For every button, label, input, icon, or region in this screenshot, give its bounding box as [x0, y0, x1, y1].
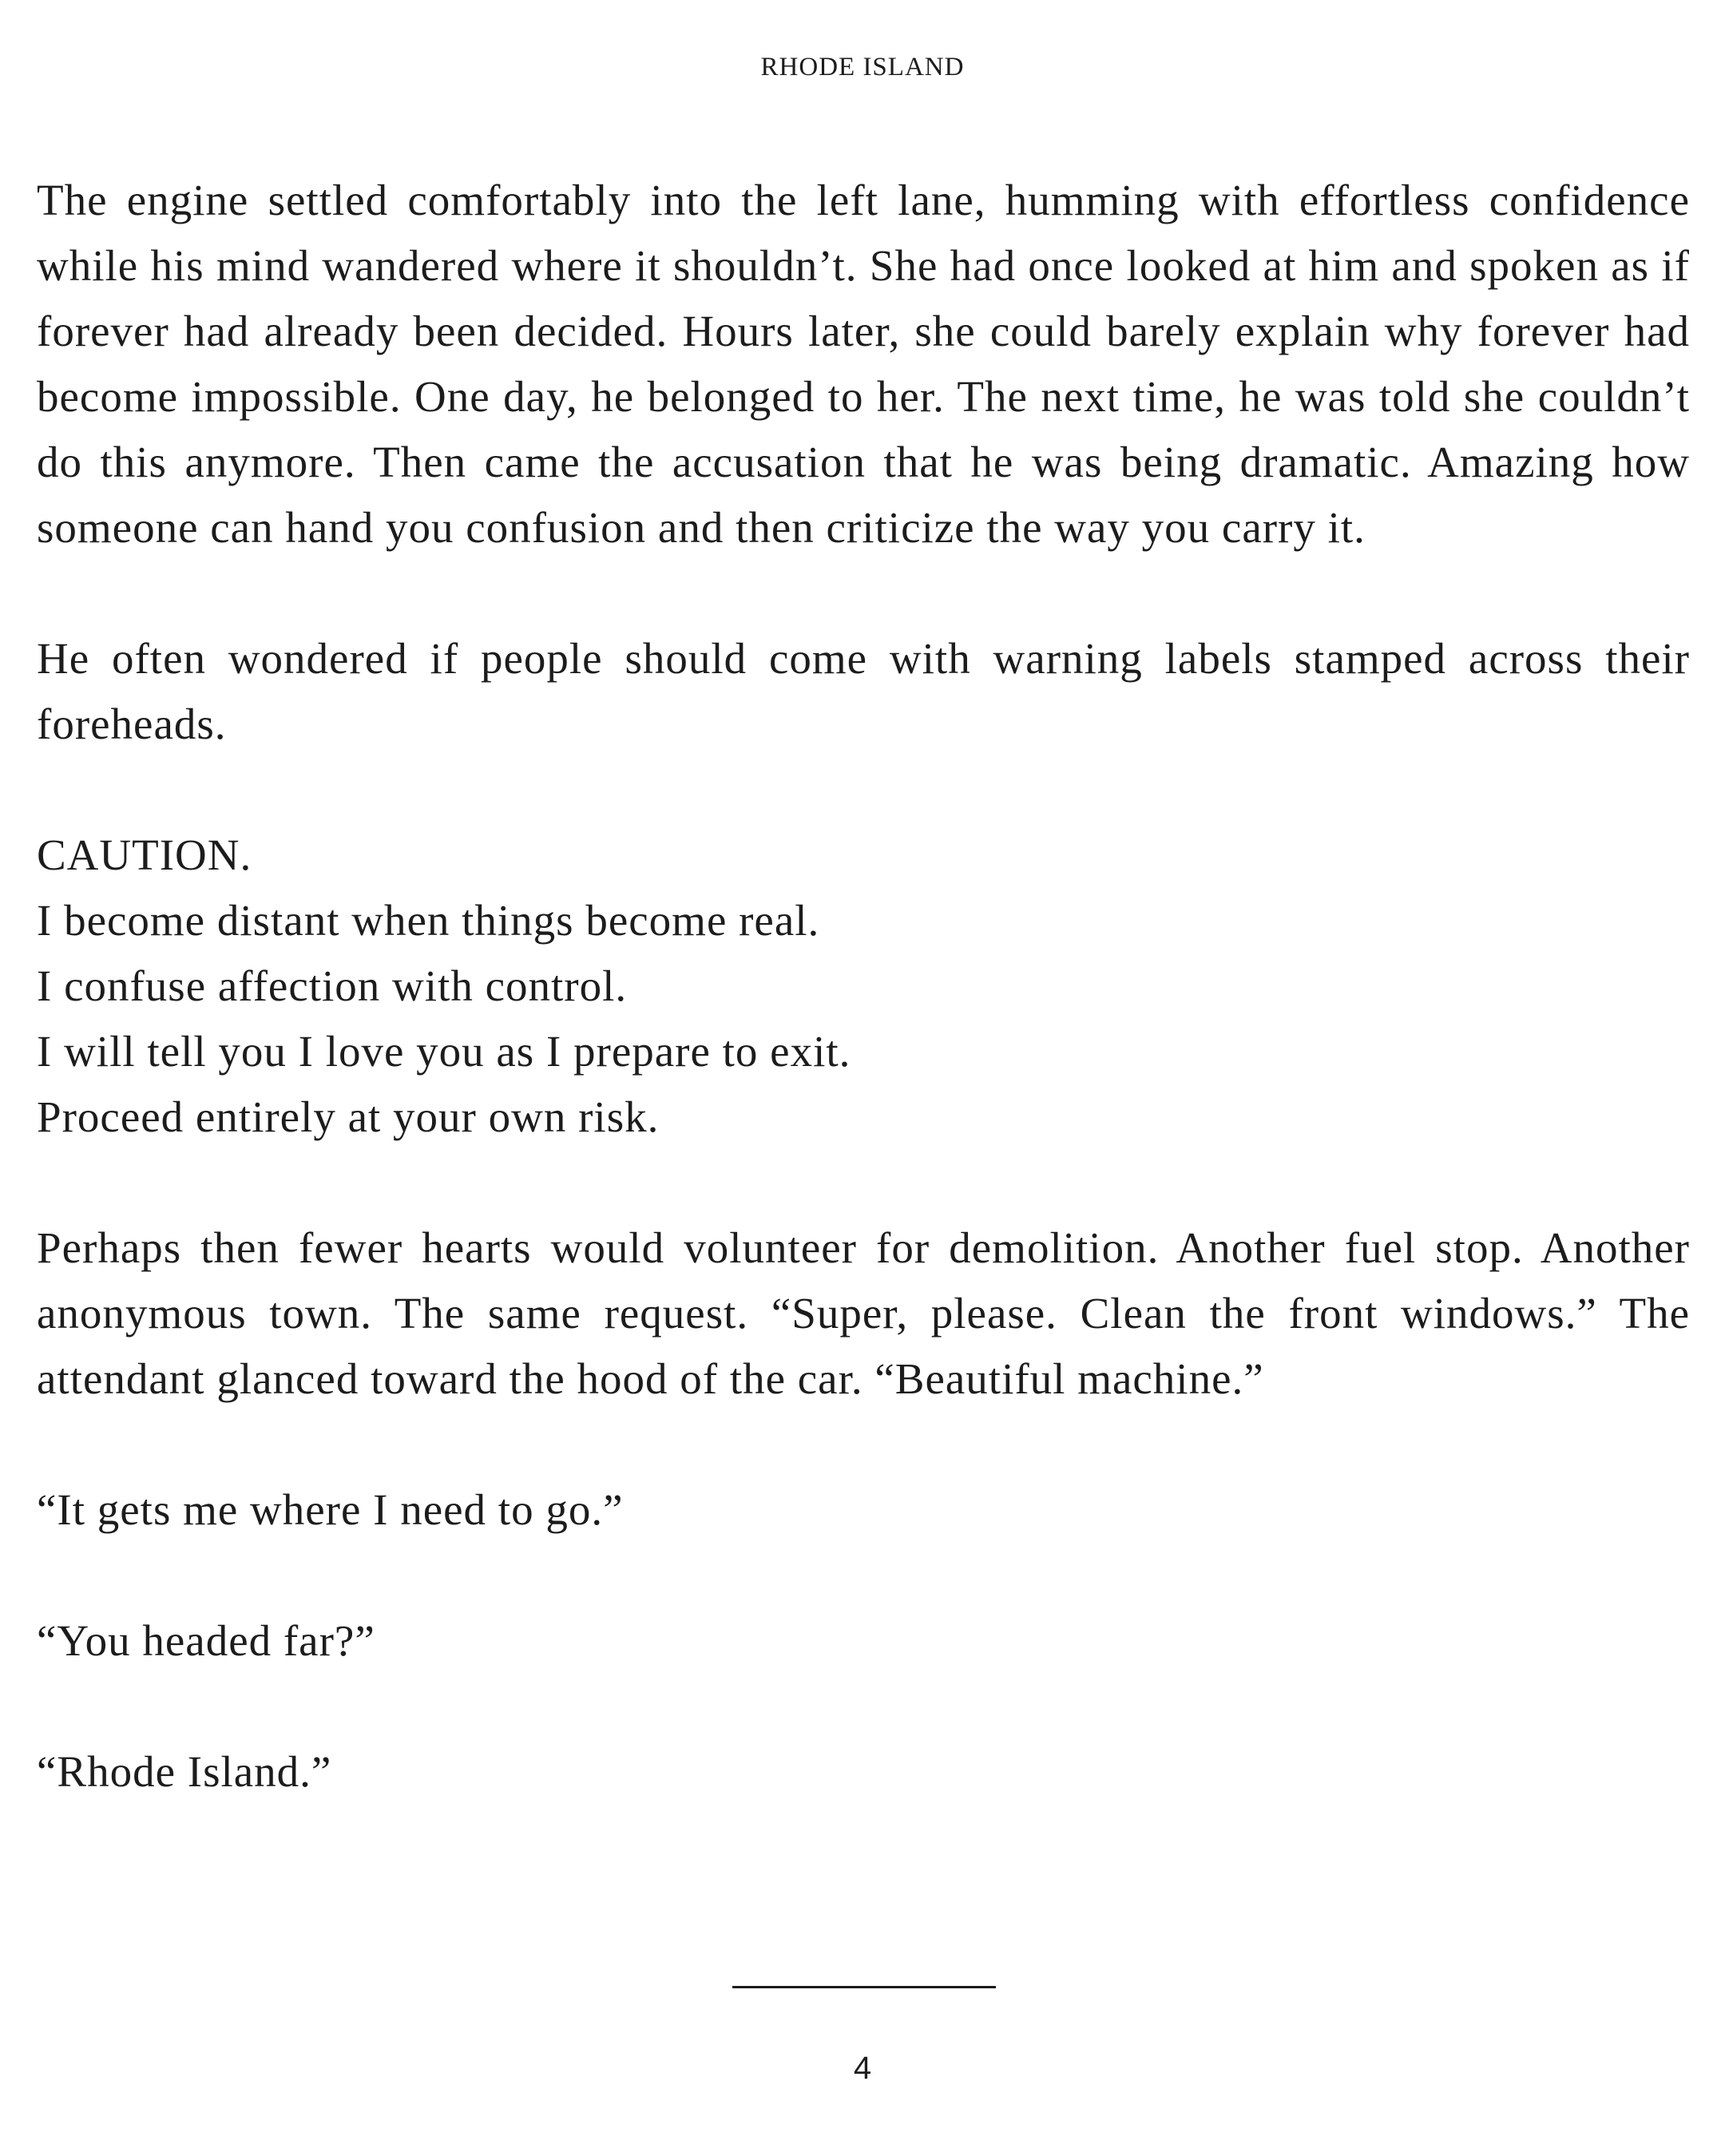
paragraph-engine: The engine settled comfortably into the left lane, humming with effortless confidence while his mind wandered where it shouldn’t. She had once looked at him and spoken as if forever had already been decided. Hours later, she could barely explain why forever had become impossible. One day, he belonged to her. The next time, he was told she couldn’t do this anymore. Then came the accusation that he was being dramatic. Amazing how someone can hand you confusion and then criticize the way you carry it. [37, 176, 1690, 552]
paragraph-warning-labels: He often wondered if people should come with warning labels stamped across their foreheads. [37, 634, 1690, 748]
running-head: RHODE ISLAND [760, 53, 965, 81]
dialogue-line: “Rhode Island.” [37, 1747, 332, 1796]
footer-rule [732, 1986, 996, 1988]
caution-line: Proceed entirely at your own risk. [37, 1092, 660, 1141]
page-number: 4 [853, 2051, 872, 2086]
caution-line: I become distant when things become real. [37, 896, 820, 945]
dialogue-line: “It gets me where I need to go.” [37, 1485, 624, 1534]
dialogue-line: “You headed far?” [37, 1616, 375, 1665]
caution-line: I will tell you I love you as I prepare to exit. [37, 1027, 851, 1076]
paragraph-fuel-stop: Perhaps then fewer hearts would volunteer for demolition. Another fuel stop. Another anonymous town. The same request. “Super, please. Clean the front windows.” The attendant glanced toward the hood of the car. “Beautiful machine.” [37, 1223, 1690, 1403]
caution-line: CAUTION. [37, 830, 252, 879]
caution-label [37, 822, 1690, 1150]
chapter-body [37, 168, 1690, 1870]
caution-line: I confuse affection with control. [37, 961, 628, 1010]
